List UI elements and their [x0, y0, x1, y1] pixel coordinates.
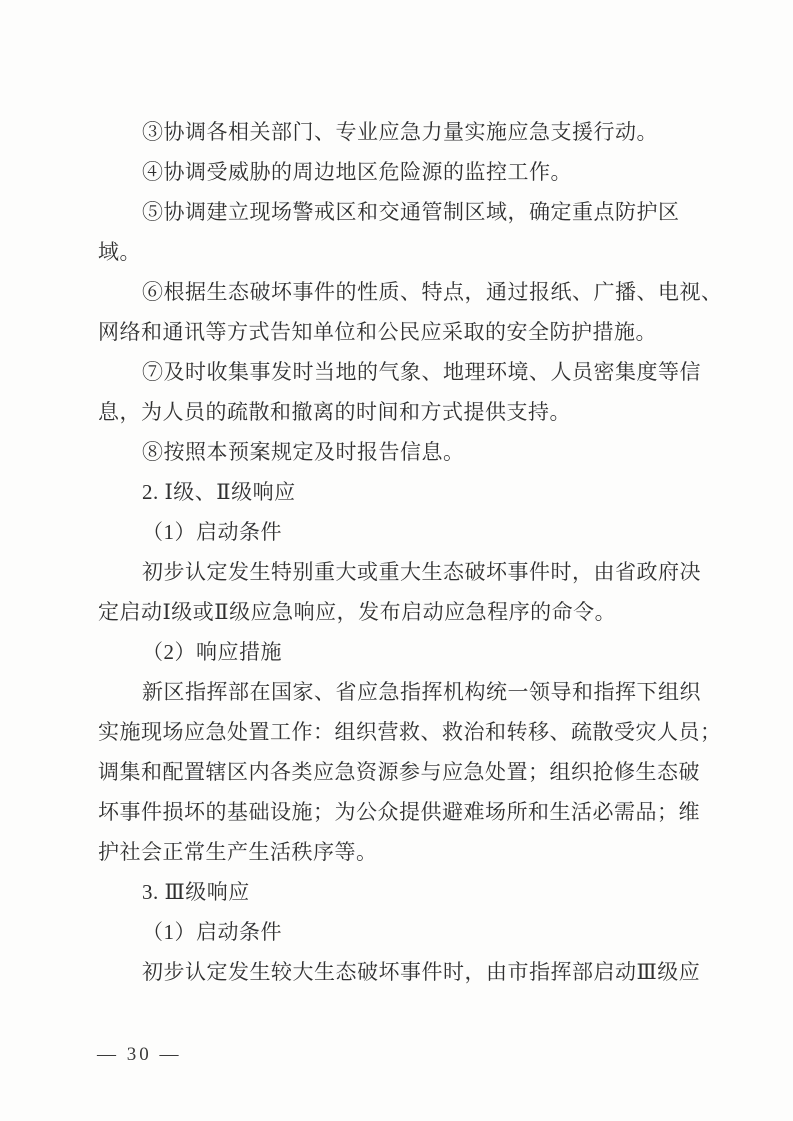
- document-body: [98, 112, 738, 992]
- text-line: 护社会正常生产生活秩序等。: [98, 840, 378, 864]
- text-line: 调集和配置辖区内各类应急资源参与应急处置；组织抢修生态破: [98, 760, 700, 784]
- text-line: 息，为人员的疏散和撤离的时间和方式提供支持。: [98, 400, 571, 424]
- text-line: ⑧按照本预案规定及时报告信息。: [142, 440, 465, 464]
- text-line: ③协调各相关部门、专业应急力量实施应急支援行动。: [142, 120, 658, 144]
- text-line: 初步认定发生较大生态破坏事件时，由市指挥部启动Ⅲ级应: [142, 960, 701, 984]
- text-line: ⑥根据生态破坏事件的性质、特点，通过报纸、广播、电视、: [142, 280, 723, 304]
- text-line: ⑤协调建立现场警戒区和交通管制区域，确定重点防护区: [142, 200, 680, 224]
- text-line: ⑦及时收集事发时当地的气象、地理环境、人员密集度等信: [142, 360, 701, 384]
- text-line: 初步认定发生特别重大或重大生态破坏事件时，由省政府决: [142, 560, 701, 584]
- text-line: （1）启动条件: [142, 920, 282, 944]
- text-line: 3. Ⅲ级响应: [142, 880, 250, 904]
- text-line: 新区指挥部在国家、省应急指挥机构统一领导和指挥下组织: [142, 680, 701, 704]
- text-line: ④协调受威胁的周边地区危险源的监控工作。: [142, 160, 572, 184]
- text-line: 网络和通讯等方式告知单位和公民应采取的安全防护措施。: [98, 320, 657, 344]
- text-line: 实施现场应急处置工作：组织营救、救治和转移、疏散受灾人员；: [98, 720, 722, 744]
- text-line: （1）启动条件: [142, 520, 282, 544]
- text-line: （2）响应措施: [142, 640, 282, 664]
- text-line: 定启动Ⅰ级或Ⅱ级应急响应，发布启动应急程序的命令。: [98, 600, 617, 624]
- text-line: 域。: [98, 240, 141, 264]
- page-number: — 30 —: [97, 1044, 182, 1065]
- text-line: 2. Ⅰ级、Ⅱ级响应: [142, 480, 296, 504]
- text-line: 坏事件损坏的基础设施；为公众提供避难场所和生活必需品；维: [98, 800, 700, 824]
